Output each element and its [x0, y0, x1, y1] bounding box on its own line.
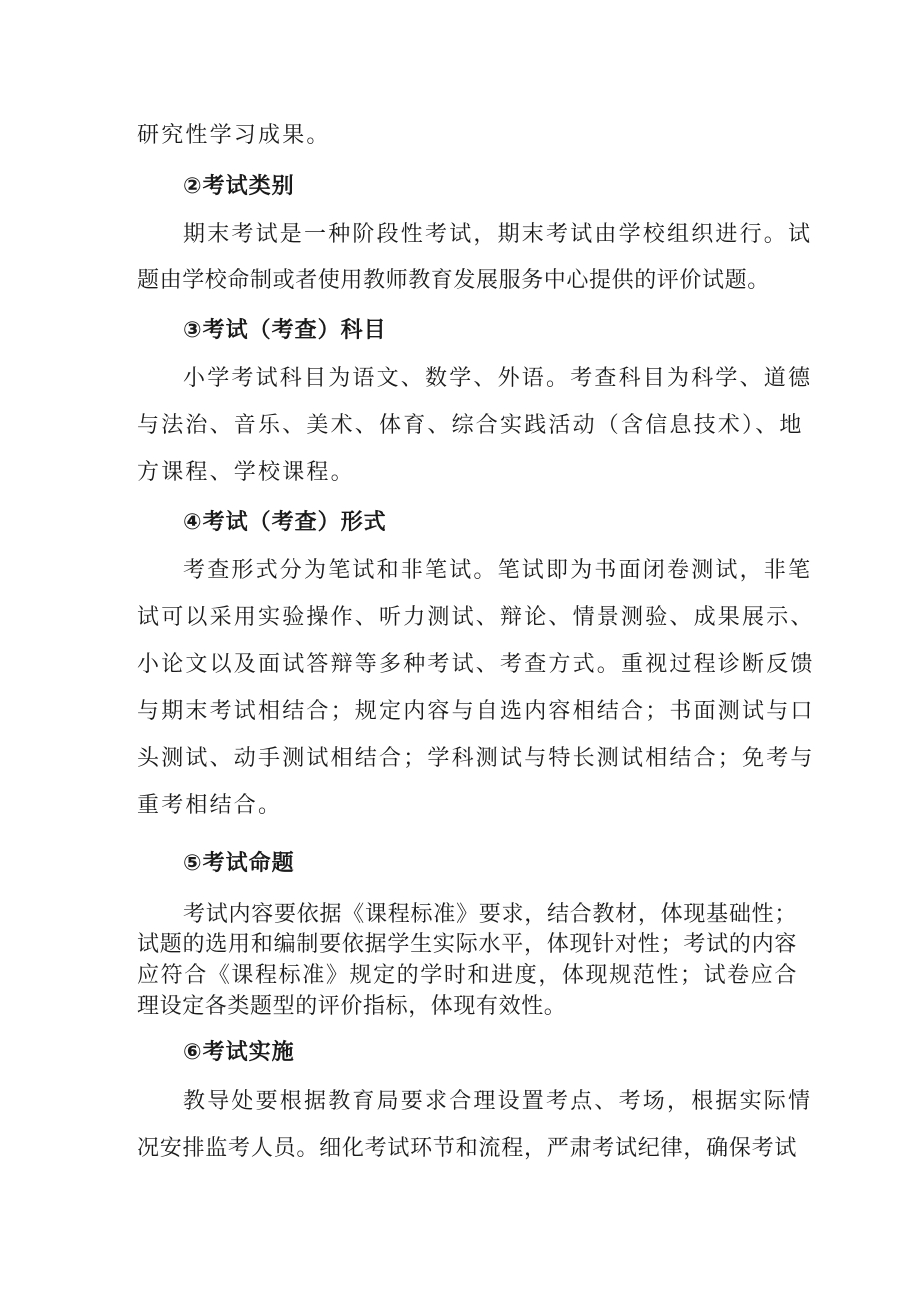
paragraph-line: 教导处要根据教育局要求合理设置考点、考场，根据实际情	[183, 1089, 813, 1114]
paragraph-line: 考试内容要依据《课程标准》要求，结合教材，体现基础性；	[183, 902, 797, 927]
paragraph-line: 方课程、学校课程。	[137, 460, 355, 485]
paragraph-line: 与法治、音乐、美术、体育、综合实践活动（含信息技术）、地	[137, 413, 804, 438]
paragraph-line: 况安排监考人员。细化考试环节和流程，严肃考试纪律，确保考试	[137, 1136, 797, 1161]
section-heading-exam-implementation: ⑥考试实施	[183, 1040, 295, 1065]
section-heading-exam-category: ②考试类别	[183, 174, 295, 199]
section-heading-exam-format: ④考试（考查）形式	[183, 510, 387, 535]
paragraph-line: 小论文以及面试答辩等多种考试、考查方式。重视过程诊断反馈	[137, 652, 815, 677]
paragraph-line: 试题的选用和编制要依据学生实际水平，体现针对性；考试的内容	[137, 932, 797, 957]
paragraph-line: 与期末考试相结合；规定内容与自选内容相结合；书面测试与口	[137, 699, 815, 724]
paragraph-line: 考查形式分为笔试和非笔试。笔试即为书面闭卷测试，非笔	[183, 558, 813, 583]
section-heading-exam-proposition: ⑤考试命题	[183, 851, 295, 876]
paragraph-line: 头测试、动手测试相结合；学科测试与特长测试相结合；免考与	[137, 746, 815, 771]
paragraph-line: 期末考试是一种阶段性考试，期末考试由学校组织进行。试	[183, 222, 813, 247]
paragraph-line: 重考相结合。	[137, 793, 283, 818]
section-heading-exam-subjects: ③考试（考查）科目	[183, 318, 387, 343]
paragraph-line: 试可以采用实验操作、听力测试、辩论、情景测验、成果展示、	[137, 605, 815, 630]
paragraph-line: 理设定各类题型的评价指标，体现有效性。	[137, 994, 567, 1019]
paragraph-line: 小学考试科目为语文、数学、外语。考查科目为科学、道德	[183, 366, 813, 391]
paragraph-line: 研究性学习成果。	[137, 123, 331, 148]
paragraph-line: 应符合《课程标准》规定的学时和进度，体现规范性；试卷应合	[137, 963, 797, 988]
paragraph-line: 题由学校命制或者使用教师教育发展服务中心提供的评价试题。	[137, 268, 770, 293]
